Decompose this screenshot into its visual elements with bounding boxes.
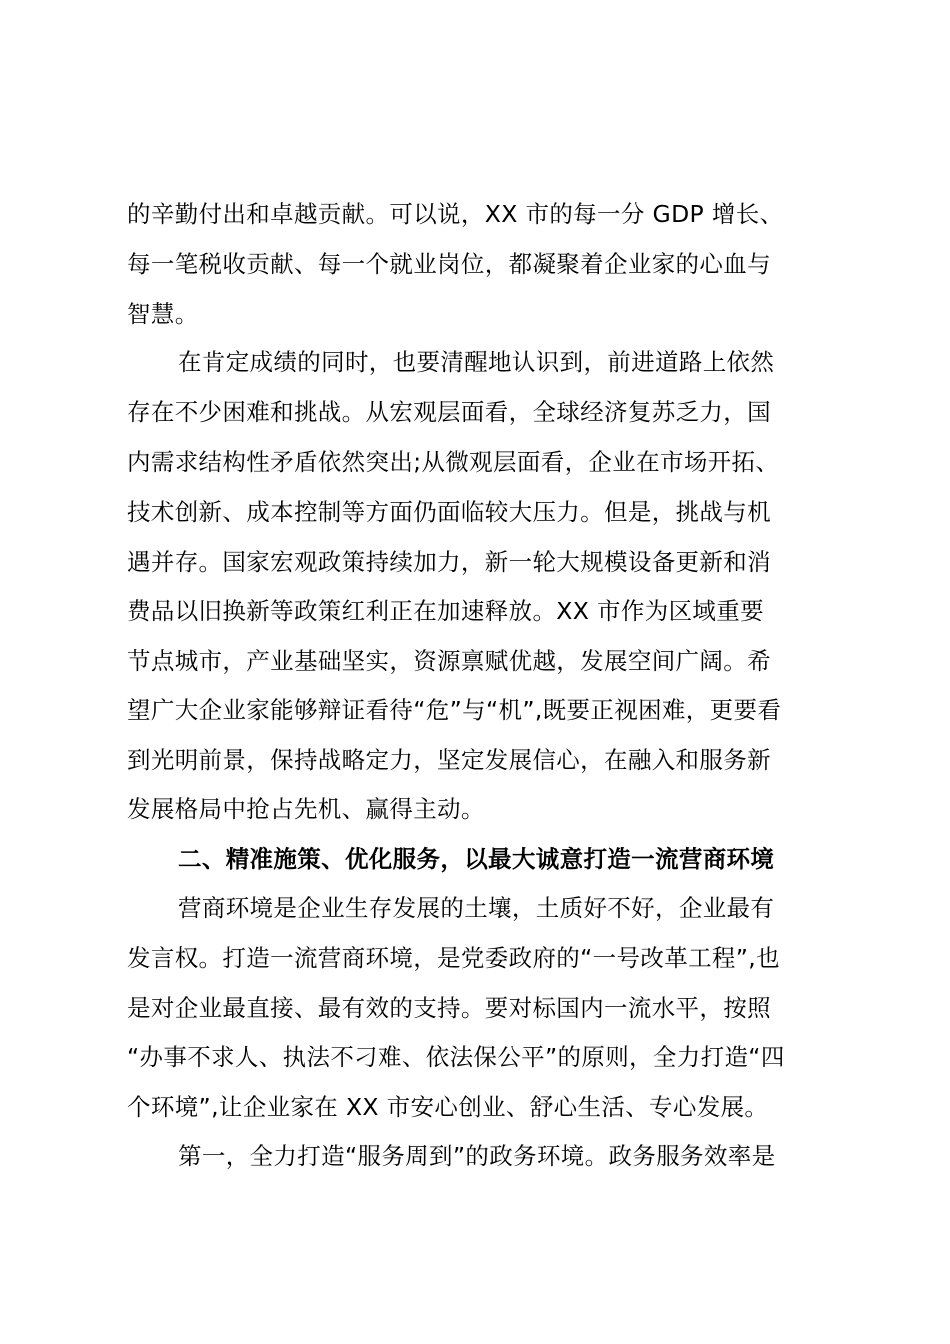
paragraph-line: 费品以旧换新等政策红利正在加速释放。XX 市作为区域重要 — [127, 597, 764, 625]
paragraph-line: 节点城市，产业基础坚实，资源禀赋优越，发展空间广阔。希 — [127, 647, 771, 675]
section-heading: 二、精准施策、优化服务，以最大诚意打造一流营商环境 — [178, 845, 775, 873]
paragraph-line: 发言权。打造一流营商环境，是党委政府的“一号改革工程”,也 — [127, 944, 780, 972]
paragraph-line: 望广大企业家能够辩证看待“危”与“机”,既要正视困难，更要看 — [127, 696, 782, 724]
paragraph-line: 发展格局中抢占先机、赢得主动。 — [127, 795, 485, 823]
paragraph-line: “办事不求人、执法不刁难、依法保公平”的原则，全力打造“四 — [127, 1043, 785, 1071]
paragraph-line: 技术创新、成本控制等方面仍面临较大压力。但是，挑战与机 — [127, 498, 771, 526]
paragraph-first-line: 营商环境是企业生存发展的土壤，土质好不好，企业最有 — [178, 894, 775, 922]
paragraph-line: 智慧。 — [127, 300, 199, 328]
paragraph-first-line: 第一，全力打造“服务周到”的政务环境。政务服务效率是 — [178, 1142, 776, 1170]
paragraph-line: 每一笔税收贡献、每一个就业岗位，都凝聚着企业家的心血与 — [127, 250, 771, 278]
paragraph-line: 遇并存。国家宏观政策持续加力，新一轮大规模设备更新和消 — [127, 548, 771, 576]
paragraph-first-line: 在肯定成绩的同时，也要清醒地认识到，前进道路上依然 — [178, 348, 775, 376]
paragraph-line: 个环境”,让企业家在 XX 市安心创业、舒心生活、专心发展。 — [127, 1093, 769, 1121]
paragraph-line: 的辛勤付出和卓越贡献。可以说，XX 市的每一分 GDP 增长、 — [127, 200, 784, 228]
paragraph-line: 内需求结构性矛盾依然突出;从微观层面看，企业在市场开拓、 — [127, 448, 780, 476]
paragraph-line: 到光明前景，保持战略定力，坚定发展信心，在融入和服务新 — [127, 746, 771, 774]
paragraph-line: 存在不少困难和挑战。从宏观层面看，全球经济复苏乏力，国 — [127, 398, 771, 426]
paragraph-line: 是对企业最直接、最有效的支持。要对标国内一流水平，按照 — [127, 994, 771, 1022]
